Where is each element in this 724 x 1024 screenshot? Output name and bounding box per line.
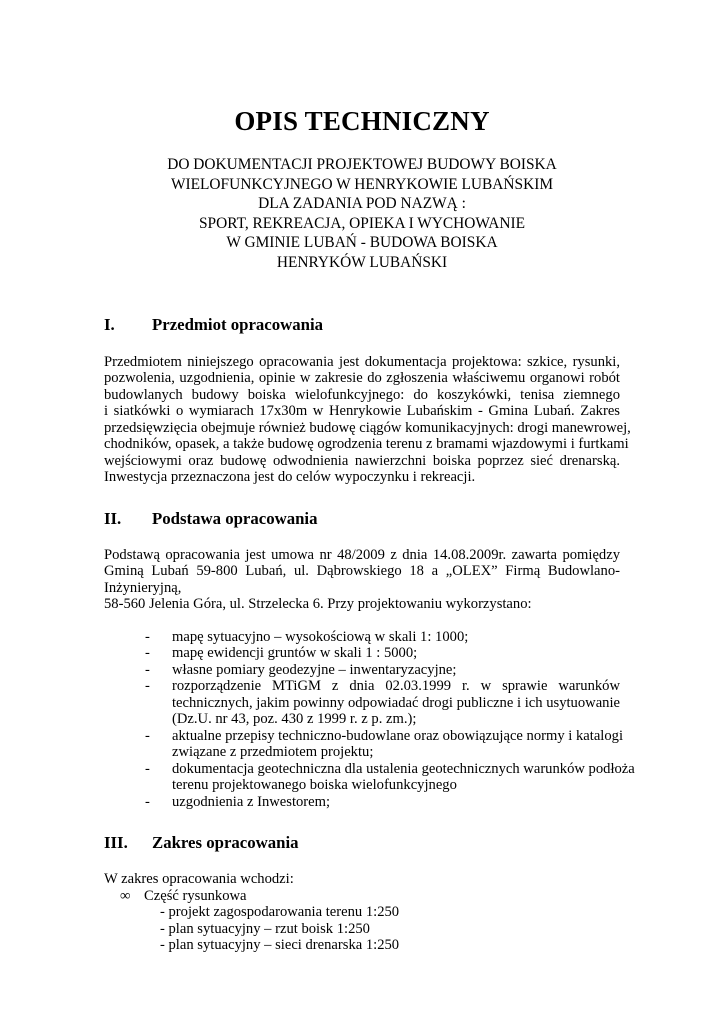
- scope-item: - plan sytuacyjny – rzut boisk 1:250: [160, 920, 370, 937]
- paragraph-line: wejściowymi oraz budowę odwodnienia nawierzchni boiska poprzez sieć drenarską.: [104, 452, 620, 469]
- document-title: OPIS TECHNICZNY: [234, 106, 490, 136]
- scope-list: [104, 888, 620, 954]
- sources-list: [104, 628, 635, 811]
- subtitle-line: DLA ZADANIA POD NAZWĄ :: [258, 195, 466, 213]
- scope-group-label: Część rysunkowa: [144, 887, 247, 904]
- list-item-line: technicznych, jakim powinny odpowiadać drogi publiczne i ich usytuowanie: [172, 694, 620, 711]
- section-heading-3: [104, 832, 620, 854]
- list-marker: -: [145, 661, 150, 678]
- paragraph-line: pozwolenia, uzgodnienia, opinie w zakresie do zgłoszenia właściwemu organowi robót: [104, 370, 620, 387]
- section-number: I.: [104, 314, 115, 334]
- paragraph-line: 58-560 Jelenia Góra, ul. Strzelecka 6. Przy projektowaniu wykorzystano:: [104, 596, 532, 613]
- list-item: [104, 645, 620, 662]
- list-item-line: własne pomiary geodezyjne – inwentaryzacyjne;: [172, 661, 457, 678]
- list-item: [104, 629, 620, 646]
- subtitle-line: HENRYKÓW LUBAŃSKI: [276, 253, 448, 271]
- list-item-line: terenu projektowanego boiska wielofunkcyjnego: [172, 777, 457, 794]
- list-marker: -: [145, 645, 150, 662]
- list-item: [104, 662, 620, 679]
- list-item-line: (Dz.U. nr 43, poz. 430 z 1999 r. z p. zm.);: [172, 711, 417, 728]
- list-item-line: aktualne przepisy techniczno-budowlane oraz obowiązujące normy i katalogi: [172, 727, 624, 744]
- paragraph-line: przedsięwzięcia obejmuje również budowę ciągów komunikacyjnych: drogi manewrowej,: [104, 419, 631, 436]
- section-number: II.: [104, 508, 122, 528]
- subtitle-line: W GMINIE LUBAŃ - BUDOWA BOISKA: [226, 234, 498, 252]
- scope-item: - projekt zagospodarowania terenu 1:250: [160, 904, 400, 921]
- document-subtitle: [104, 155, 620, 273]
- paragraph-line: Inżynieryjną,: [104, 579, 182, 596]
- section-1-paragraph: [104, 353, 631, 486]
- paragraph-line: Podstawą opracowania jest umowa nr 48/2009 z dnia 14.08.2009r. zawarta pomiędzy: [104, 546, 620, 563]
- list-marker: -: [145, 727, 150, 744]
- infinity-bullet-icon: ∞: [120, 887, 131, 904]
- section-heading-2: [104, 508, 620, 530]
- paragraph-line: budowlanych budowy boiska wielofunkcyjnego: do koszykówki, tenisa ziemnego: [104, 386, 620, 403]
- subtitle-line: SPORT, REKREACJA, OPIEKA I WYCHOWANIE: [199, 214, 525, 232]
- paragraph-line: chodników, opasek, a także budowę ogrodzenia terenu z bramami wjazdowymi i furtkami: [104, 436, 629, 453]
- list-item-line: dokumentacja geotechniczna dla ustalenia geotechnicznych warunków podłoża: [172, 760, 635, 777]
- section-heading-1: [104, 314, 620, 336]
- list-item: [104, 727, 624, 761]
- list-item: [104, 678, 620, 728]
- subtitle-line: DO DOKUMENTACJI PROJEKTOWEJ BUDOWY BOISKA: [167, 156, 557, 173]
- list-item: [104, 794, 620, 811]
- section-2-paragraph: [104, 547, 620, 613]
- section-title: Podstawa opracowania: [152, 508, 318, 528]
- list-item-line: mapę sytuacyjno – wysokościową w skali 1: 1000;: [172, 628, 469, 645]
- list-marker: -: [145, 678, 150, 695]
- list-item-line: związane z przedmiotem projektu;: [172, 744, 374, 761]
- paragraph-line: Inwestycja przeznaczona jest do celów wypoczynku i rekreacji.: [104, 469, 476, 486]
- section-title: Przedmiot opracowania: [152, 314, 324, 334]
- paragraph-line: Gminą Lubań 59-800 Lubań, ul. Dąbrowskiego 18 a „OLEX” Firmą Budowlano-: [104, 563, 620, 580]
- section-title: Zakres opracowania: [152, 833, 299, 853]
- subtitle-line: WIELOFUNKCYJNEGO W HENRYKOWIE LUBAŃSKIM: [170, 175, 554, 193]
- list-marker: -: [145, 760, 150, 777]
- paragraph-line: Przedmiotem niniejszego opracowania jest dokumentacja projektowa: szkice, rysunki,: [104, 353, 620, 370]
- scope-item: - plan sytuacyjny – sieci drenarska 1:250: [160, 937, 400, 954]
- list-item-line: mapę ewidencji gruntów w skali 1 : 5000;: [172, 645, 418, 662]
- list-marker: -: [145, 793, 150, 810]
- section-number: III.: [104, 833, 128, 853]
- list-item-line: uzgodnienia z Inwestorem;: [172, 793, 331, 810]
- scope-group: [104, 888, 620, 905]
- section-3-intro: W zakres opracowania wchodzi:: [104, 871, 294, 888]
- paragraph-line: i siatkówki o wymiarach 17x30m w Henrykowie Lubańskim - Gmina Lubań. Zakres: [104, 403, 620, 420]
- list-marker: -: [145, 628, 150, 645]
- list-item: [104, 760, 635, 794]
- list-item-line: rozporządzenie MTiGM z dnia 02.03.1999 r. w sprawie warunków: [172, 678, 620, 695]
